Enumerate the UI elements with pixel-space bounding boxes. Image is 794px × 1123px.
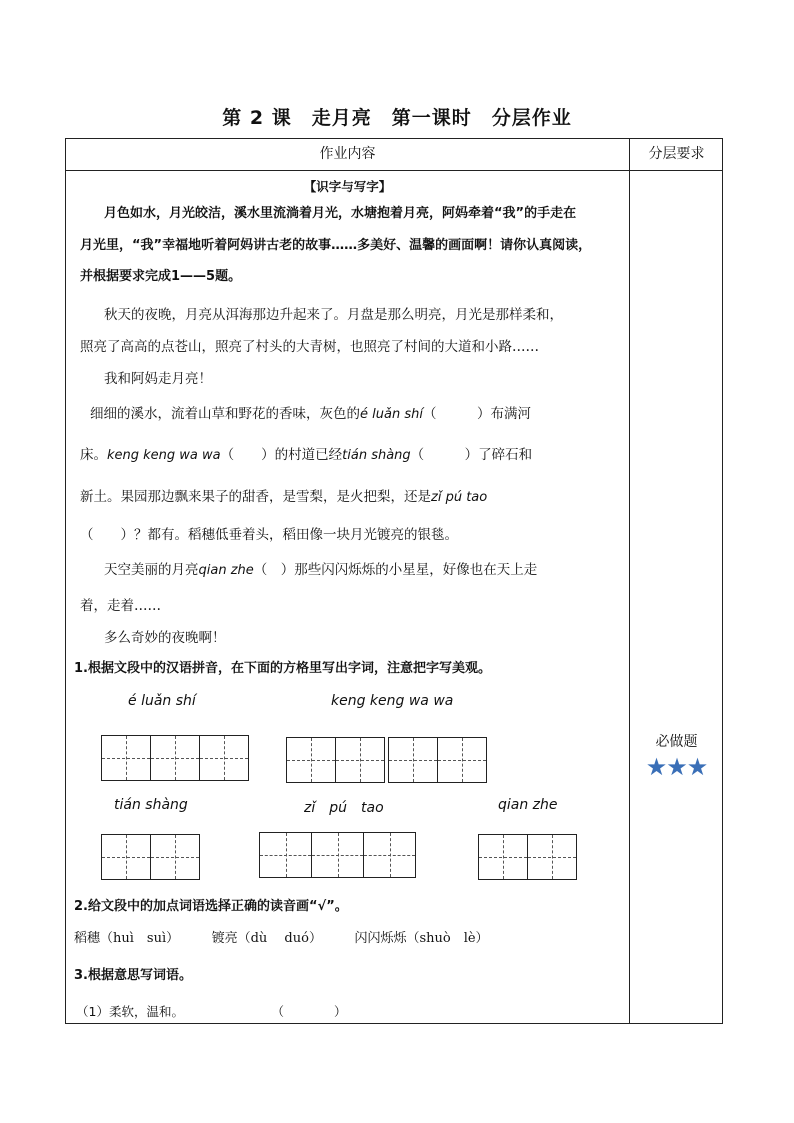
pinyin-label: é luǎn shí: [128, 693, 196, 709]
page-title: 第 2 课 走月亮 第一课时 分层作业: [222, 107, 572, 129]
header-divider: [66, 170, 722, 171]
story-line-8: 天空美丽的月亮qian zhe（ ）那些闪闪烁烁的小星星，好像也在天上走: [104, 562, 538, 578]
story-line-1: 秋天的夜晚，月亮从洱海那边升起来了。月盘是那么明亮，月光是那样柔和，: [104, 307, 563, 323]
pinyin-label: tián shàng: [114, 797, 188, 813]
pinyin: qian zhe: [198, 563, 254, 578]
homework-table: [65, 138, 723, 1024]
writing-grid-ziputao[interactable]: [259, 832, 416, 878]
question-1: 1.根据文段中的汉语拼音，在下面的方格里写出字词，注意把字写美观。: [74, 661, 491, 676]
header-requirement: 分层要求: [648, 146, 705, 162]
question-2: 2.给文段中的加点词语选择正确的读音画“√”。: [74, 899, 348, 914]
story-line-3: 我和阿妈走月亮！: [104, 371, 212, 387]
star-rating-icon: ★★★: [645, 753, 708, 781]
question-3-item-1: （1）柔软，温和。 （ ）: [76, 1004, 347, 1019]
story-line-7: （ ）？都有。稻穗低垂着头，稻田像一块月光镀亮的银毯。: [80, 527, 458, 543]
story-line-5: 床。keng keng wa wa（ ）的村道已经tián shàng（ ）了碎石和: [80, 447, 533, 463]
story-line-2: 照亮了高高的点苍山，照亮了村头的大青树，也照亮了村间的大道和小路……: [80, 339, 539, 355]
intro-line-1: 月色如水，月光皎洁，溪水里流淌着月光，水塘抱着月亮，阿妈牵着“我”的手走在: [104, 206, 577, 221]
pinyin: tián shàng: [342, 448, 411, 463]
question-2-options: 稻穗（huì suì） 镀亮（dù duó） 闪闪烁烁（shuò lè）: [74, 931, 489, 946]
pinyin-label: zǐ pú tao: [304, 800, 384, 816]
pinyin: é luǎn shí: [360, 407, 423, 422]
writing-grid-wawa[interactable]: [388, 737, 487, 783]
question-3: 3.根据意思写词语。: [74, 968, 192, 983]
header-content: 作业内容: [319, 146, 376, 162]
writing-grid-kengkeng[interactable]: [286, 737, 385, 783]
section-title: 【识字与写字】: [303, 179, 392, 194]
story-line-10: 多么奇妙的夜晚啊！: [104, 630, 226, 646]
pinyin: keng keng wa wa: [107, 448, 221, 463]
requirement-label: 必做题: [655, 734, 698, 750]
column-divider: [629, 139, 630, 1023]
writing-grid-tianshang[interactable]: [101, 834, 200, 880]
pinyin-label: qian zhe: [498, 797, 558, 813]
story-line-6: 新土。果园那边飘来果子的甜香，是雪梨，是火把梨，还是zǐ pú tao: [80, 489, 488, 505]
intro-line-3: 并根据要求完成1——5题。: [80, 269, 242, 284]
intro-line-2: 月光里，“我”幸福地听着阿妈讲古老的故事……多美好、温馨的画面啊！请你认真阅读，: [80, 238, 592, 253]
story-line-9: 着，走着……: [80, 598, 161, 614]
story-line-4: 细细的溪水，流着山草和野花的香味，灰色的é luǎn shí（ ）布满河: [90, 406, 531, 422]
writing-grid-eluanshi[interactable]: [101, 735, 249, 781]
pinyin-label: keng keng wa wa: [331, 693, 454, 709]
pinyin: zǐ pú tao: [431, 490, 488, 505]
writing-grid-qianzhe[interactable]: [478, 834, 577, 880]
